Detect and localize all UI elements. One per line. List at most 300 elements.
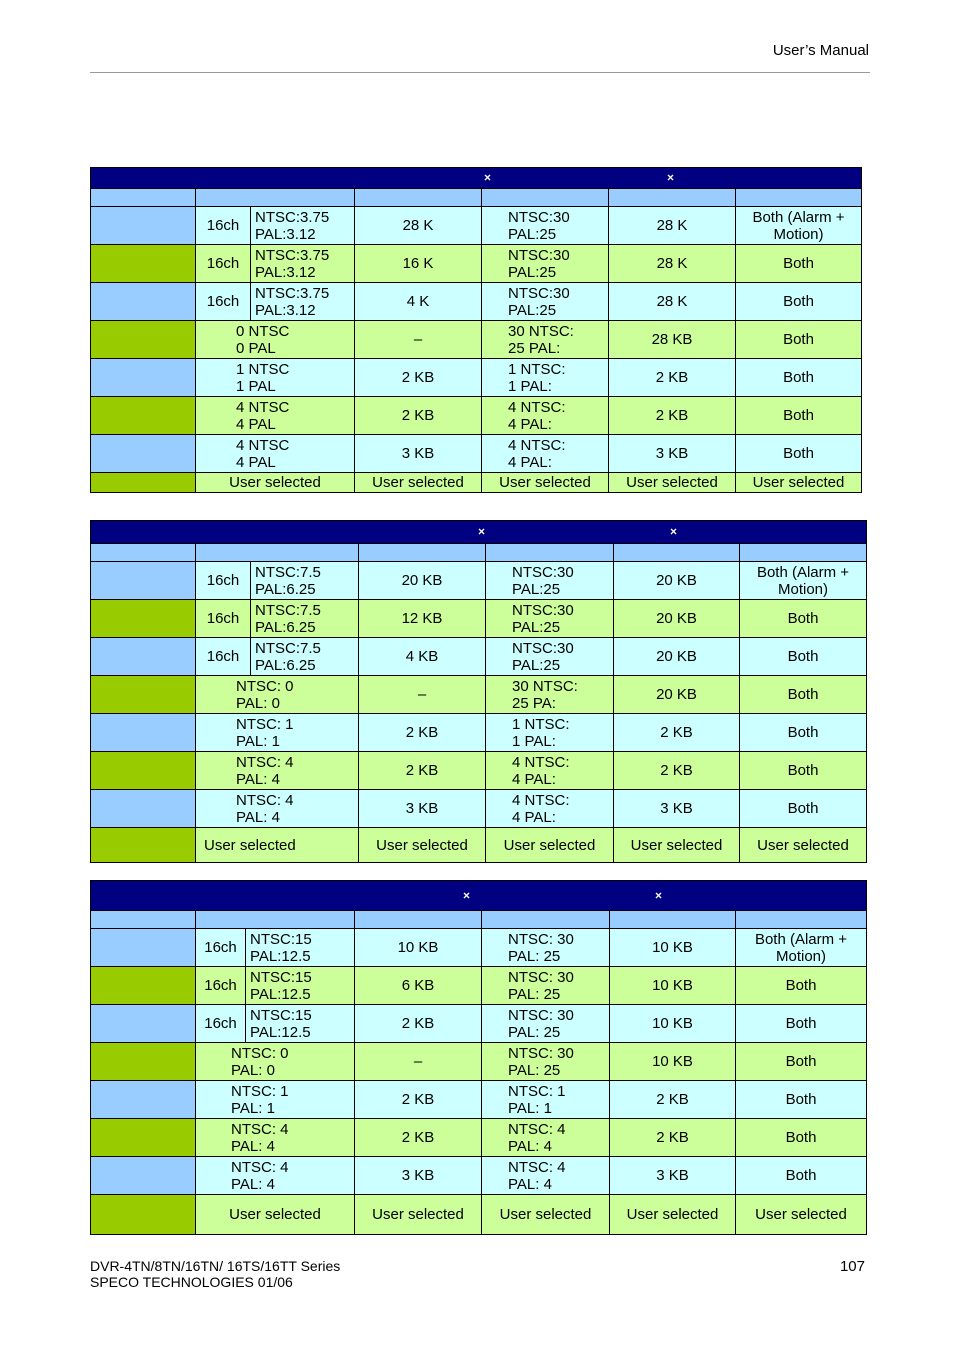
frame-rate-pal: PAL:12.5 [250, 1023, 311, 1041]
record-rate-cell [482, 207, 609, 245]
image-size-cell: 3 KB [359, 790, 486, 828]
table-row-user-selected [91, 828, 867, 863]
header-rule [90, 72, 870, 73]
table-row [91, 245, 862, 283]
row-label-cell [91, 1119, 196, 1157]
user-selected-cell: User selected [359, 828, 486, 863]
frame-rate-ntsc: NTSC:15 [250, 930, 312, 948]
image-size-cell: 4 KB [359, 638, 486, 676]
image-size-cell: 2 KB [355, 359, 482, 397]
frame-rate-cell [196, 1119, 355, 1157]
subheader-cell [355, 189, 482, 207]
user-selected-cell: User selected [740, 828, 867, 863]
record-mode-cell [736, 397, 862, 435]
record-mode-line1: Both [785, 1015, 817, 1032]
frame-rate-pal: PAL: 0 [231, 1061, 275, 1079]
record-mode-cell [740, 638, 867, 676]
table-row-user-selected [91, 1195, 867, 1235]
record-rate-ntsc: NTSC: 4 [508, 1158, 566, 1176]
times-mark: × [484, 170, 492, 185]
record-mode-line1: Both [783, 445, 814, 462]
record-rate-pal: 4 PAL: [508, 453, 552, 471]
frame-rate-pal: PAL:3.12 [255, 263, 316, 281]
frame-rate-pal: PAL:12.5 [250, 985, 311, 1003]
record-mode-cell [736, 359, 862, 397]
record-size-cell: 28 K [609, 245, 736, 283]
user-selected-cell: User selected [609, 473, 736, 493]
frame-rate-cell [196, 752, 359, 790]
row-label-cell [91, 828, 196, 863]
record-rate-ntsc: NTSC:30 [508, 284, 570, 302]
record-mode-line1: Both [783, 255, 814, 272]
table-row [91, 752, 867, 790]
record-size-cell: 2 KB [614, 714, 740, 752]
table-row [91, 359, 862, 397]
record-size-cell: 20 KB [614, 638, 740, 676]
record-mode-cell [736, 283, 862, 321]
image-size-cell: – [355, 1043, 482, 1081]
image-size-cell: 3 KB [355, 435, 482, 473]
record-rate-ntsc: NTSC: 4 [508, 1120, 566, 1138]
record-mode-cell [740, 752, 867, 790]
row-label-cell [91, 1005, 196, 1043]
frame-rate-pal: PAL: 4 [236, 808, 280, 826]
subheader-cell [196, 544, 359, 562]
frame-rate-ntsc: 4 NTSC [236, 398, 290, 416]
user-selected-cell: User selected [486, 828, 614, 863]
user-selected-cell: User selected [482, 1195, 610, 1235]
record-rate-ntsc: NTSC: 30 [508, 968, 574, 986]
frame-rate-pal: PAL: 1 [236, 732, 280, 750]
frame-rate-cell [251, 207, 355, 245]
row-label-cell [91, 473, 196, 493]
row-label-cell [91, 245, 196, 283]
frame-rate-cell [196, 435, 355, 473]
spec-table-2 [90, 520, 867, 863]
frame-rate-pal: PAL: 0 [236, 694, 280, 712]
frame-rate-cell [246, 967, 355, 1005]
record-mode-cell [740, 562, 867, 600]
frame-rate-cell [196, 1043, 355, 1081]
image-size-cell: – [355, 321, 482, 359]
frame-rate-pal: PAL:6.25 [255, 580, 316, 598]
user-selected-cell: User selected [736, 473, 862, 493]
frame-rate-pal: 4 PAL [236, 415, 276, 433]
record-rate-ntsc: NTSC: 30 [508, 1006, 574, 1024]
record-mode-cell [740, 600, 867, 638]
record-mode-line1: Both [787, 686, 819, 703]
record-size-cell: 2 KB [610, 1119, 736, 1157]
frame-rate-pal: PAL:3.12 [255, 225, 316, 243]
record-rate-pal: PAL: 4 [508, 1137, 552, 1155]
record-mode-cell [736, 321, 862, 359]
record-rate-pal: PAL:25 [508, 301, 557, 319]
subheader-cell [740, 544, 867, 562]
record-mode-line1: Both (Alarm + [754, 930, 848, 948]
frame-rate-ntsc: NTSC:7.5 [255, 563, 321, 581]
row-label-cell [91, 435, 196, 473]
subheader-cell [482, 911, 610, 929]
subheader-cell [609, 189, 736, 207]
record-mode-line1: Both [785, 1053, 817, 1070]
times-mark: × [667, 170, 675, 185]
record-rate-pal: PAL:25 [512, 618, 561, 636]
frame-rate-cell [196, 714, 359, 752]
record-mode-cell [736, 1157, 867, 1195]
record-rate-cell [482, 245, 609, 283]
frame-rate-ntsc: NTSC: 4 [231, 1158, 289, 1176]
record-rate-pal: 25 PA: [512, 694, 556, 712]
record-rate-cell [482, 435, 609, 473]
frame-rate-ntsc: NTSC: 4 [236, 753, 294, 771]
record-rate-cell [486, 790, 614, 828]
frame-rate-ntsc: NTSC:3.75 [255, 246, 330, 264]
record-mode-line1: Both (Alarm + [752, 208, 845, 226]
frame-rate-pal: 1 PAL [236, 377, 276, 395]
image-size-cell: – [359, 676, 486, 714]
frame-rate-pal: PAL:12.5 [250, 947, 311, 965]
record-size-cell: 20 KB [614, 676, 740, 714]
spec-table-3 [90, 880, 867, 1235]
record-rate-ntsc: NTSC:30 [512, 563, 574, 581]
record-mode-line1: Both (Alarm + [756, 563, 850, 581]
table-title-row [91, 521, 867, 544]
image-size-cell: 28 K [355, 207, 482, 245]
record-rate-pal: PAL: 1 [508, 1099, 552, 1117]
row-label-cell [91, 967, 196, 1005]
image-size-cell: 2 KB [355, 1081, 482, 1119]
record-mode-cell [740, 714, 867, 752]
record-mode-cell [736, 1119, 867, 1157]
record-rate-cell [486, 638, 614, 676]
record-size-cell: 28 K [609, 283, 736, 321]
frame-rate-cell [196, 676, 359, 714]
table-title-row [91, 881, 867, 911]
frame-rate-cell [196, 359, 355, 397]
record-mode-line2: Motion) [777, 580, 829, 598]
record-rate-cell [482, 1043, 610, 1081]
record-rate-cell [482, 1005, 610, 1043]
frame-rate-cell [251, 638, 359, 676]
user-selected-cell: User selected [614, 828, 740, 863]
record-size-cell: 10 KB [610, 967, 736, 1005]
row-label-cell [91, 600, 196, 638]
row-label-cell [91, 321, 196, 359]
record-rate-ntsc: NTSC: 30 [508, 1044, 574, 1062]
frame-rate-ntsc: NTSC: 4 [236, 791, 294, 809]
table-row [91, 600, 867, 638]
record-mode-cell [736, 435, 862, 473]
row-label-cell [91, 638, 196, 676]
frame-rate-cell [196, 397, 355, 435]
subheader-cell [359, 544, 486, 562]
record-mode-line1: Both [787, 610, 819, 627]
times-mark: × [463, 888, 471, 902]
table-row [91, 1119, 867, 1157]
record-mode-line1: Both [787, 648, 819, 665]
page-number: 107 [839, 1258, 865, 1275]
times-mark: × [655, 888, 663, 902]
record-rate-cell [486, 600, 614, 638]
record-rate-cell [482, 283, 609, 321]
record-rate-ntsc: 4 NTSC: [508, 436, 566, 454]
frame-rate-pal: PAL: 4 [236, 770, 280, 788]
record-mode-cell [736, 1043, 867, 1081]
record-rate-pal: 1 PAL: [512, 732, 556, 750]
record-rate-cell [482, 929, 610, 967]
record-mode-line1: Both [785, 1091, 817, 1108]
frame-rate-ntsc: NTSC:7.5 [255, 639, 321, 657]
table-subheader-row [91, 544, 867, 562]
frame-rate-ntsc: NTSC: 4 [231, 1120, 289, 1138]
user-selected-cell: User selected [196, 473, 355, 493]
row-label-cell [91, 929, 196, 967]
record-rate-cell [486, 752, 614, 790]
frame-rate-pal: PAL:3.12 [255, 301, 316, 319]
record-rate-ntsc: 1 NTSC: [512, 715, 570, 733]
table-row [91, 321, 862, 359]
row-label-cell [91, 1195, 196, 1235]
record-rate-ntsc: NTSC: 1 [508, 1082, 566, 1100]
record-mode-line1: Both [787, 724, 819, 741]
record-rate-cell [482, 321, 609, 359]
row-label-cell [91, 1081, 196, 1119]
record-rate-ntsc: 30 NTSC: [508, 322, 574, 340]
record-size-cell: 28 K [609, 207, 736, 245]
record-rate-pal: 4 PAL: [512, 770, 556, 788]
record-rate-ntsc: 30 NTSC: [512, 677, 578, 695]
table-row [91, 638, 867, 676]
user-selected-cell: User selected [736, 1195, 867, 1235]
table-subheader-row [91, 911, 867, 929]
frame-rate-cell [251, 283, 355, 321]
record-mode-line1: Both [783, 407, 814, 424]
frame-rate-ntsc: NTSC: 0 [236, 677, 294, 695]
table-row [91, 967, 867, 1005]
record-rate-cell [482, 1157, 610, 1195]
channel-cell: 16ch [196, 283, 251, 321]
subheader-cell [91, 189, 196, 207]
channel-cell: 16ch [196, 207, 251, 245]
frame-rate-ntsc: NTSC: 0 [231, 1044, 289, 1062]
spec-table-1 [90, 167, 862, 493]
record-mode-line1: Both [783, 331, 814, 348]
image-size-cell: 10 KB [355, 929, 482, 967]
frame-rate-cell [196, 1157, 355, 1195]
frame-rate-cell [246, 929, 355, 967]
row-label-cell [91, 676, 196, 714]
record-rate-pal: PAL: 25 [508, 947, 561, 965]
table-row [91, 1157, 867, 1195]
record-size-cell: 10 KB [610, 929, 736, 967]
table-row [91, 283, 862, 321]
subheader-cell [355, 911, 482, 929]
frame-rate-pal: 4 PAL [236, 453, 276, 471]
row-label-cell [91, 207, 196, 245]
frame-rate-pal: 0 PAL [236, 339, 276, 357]
record-size-cell: 2 KB [614, 752, 740, 790]
record-mode-cell [736, 1081, 867, 1119]
record-rate-cell [482, 359, 609, 397]
record-rate-cell [482, 397, 609, 435]
record-rate-pal: 1 PAL: [508, 377, 552, 395]
record-size-cell: 10 KB [610, 1043, 736, 1081]
record-mode-cell [736, 207, 862, 245]
header-title: User’s Manual [772, 42, 869, 59]
table-title-cell [91, 881, 867, 911]
row-label-cell [91, 397, 196, 435]
subheader-cell [486, 544, 614, 562]
table-row [91, 929, 867, 967]
channel-cell: 16ch [196, 245, 251, 283]
record-rate-pal: PAL: 25 [508, 1023, 561, 1041]
row-label-cell [91, 752, 196, 790]
record-rate-pal: PAL:25 [508, 263, 557, 281]
record-rate-pal: PAL: 4 [508, 1175, 552, 1193]
record-rate-ntsc: NTSC: 30 [508, 930, 574, 948]
record-rate-ntsc: 4 NTSC: [512, 753, 570, 771]
image-size-cell: 3 KB [355, 1157, 482, 1195]
record-rate-ntsc: NTSC:30 [512, 639, 574, 657]
row-label-cell [91, 562, 196, 600]
record-mode-line1: Both [785, 1129, 817, 1146]
table-title-cell [91, 521, 867, 544]
table-row [91, 1081, 867, 1119]
footer-company: SPECO TECHNOLOGIES 01/06 [90, 1274, 293, 1290]
record-mode-cell [740, 676, 867, 714]
image-size-cell: 2 KB [355, 1005, 482, 1043]
frame-rate-cell [251, 600, 359, 638]
frame-rate-ntsc: NTSC:7.5 [255, 601, 321, 619]
record-size-cell: 3 KB [614, 790, 740, 828]
subheader-cell [610, 911, 736, 929]
table-row [91, 1043, 867, 1081]
user-selected-cell: User selected [196, 1195, 355, 1235]
record-rate-pal: 4 PAL: [512, 808, 556, 826]
frame-rate-pal: PAL:6.25 [255, 656, 316, 674]
record-rate-cell [486, 714, 614, 752]
frame-rate-ntsc: NTSC:3.75 [255, 208, 330, 226]
table-title-row [91, 168, 862, 189]
user-selected-cell: User selected [482, 473, 609, 493]
table-row [91, 1005, 867, 1043]
channel-cell: 16ch [196, 600, 251, 638]
image-size-cell: 12 KB [359, 600, 486, 638]
record-rate-pal: 4 PAL: [508, 415, 552, 433]
record-size-cell: 28 KB [609, 321, 736, 359]
frame-rate-pal: PAL:6.25 [255, 618, 316, 636]
record-mode-cell [736, 1005, 867, 1043]
table-row-user-selected [91, 473, 862, 493]
times-mark: × [478, 524, 486, 539]
channel-cell: 16ch [196, 929, 246, 967]
frame-rate-cell [246, 1005, 355, 1043]
subheader-cell [91, 911, 196, 929]
row-label-cell [91, 790, 196, 828]
record-mode-cell [740, 790, 867, 828]
record-rate-cell [486, 676, 614, 714]
record-rate-ntsc: 1 NTSC: [508, 360, 566, 378]
record-rate-cell [482, 1119, 610, 1157]
frame-rate-ntsc: 1 NTSC [236, 360, 290, 378]
frame-rate-ntsc: 0 NTSC [236, 322, 290, 340]
image-size-cell: 2 KB [359, 714, 486, 752]
frame-rate-ntsc: NTSC:15 [250, 1006, 312, 1024]
times-mark: × [670, 524, 678, 539]
record-mode-line2: Motion) [775, 947, 827, 965]
frame-rate-cell [251, 245, 355, 283]
record-rate-pal: PAL: 25 [508, 985, 561, 1003]
frame-rate-ntsc: 4 NTSC [236, 436, 290, 454]
subheader-cell [736, 911, 867, 929]
record-mode-line2: Motion) [773, 225, 824, 243]
image-size-cell: 20 KB [359, 562, 486, 600]
user-selected-cell: User selected [355, 1195, 482, 1235]
user-selected-cell: User selected [196, 828, 359, 863]
record-rate-pal: 25 PAL: [508, 339, 561, 357]
frame-rate-cell [196, 321, 355, 359]
record-mode-line1: Both [783, 369, 814, 386]
record-mode-line1: Both [783, 293, 814, 310]
frame-rate-cell [251, 562, 359, 600]
record-mode-cell [736, 245, 862, 283]
user-selected-cell: User selected [610, 1195, 736, 1235]
record-rate-cell [482, 1081, 610, 1119]
row-label-cell [91, 359, 196, 397]
record-size-cell: 2 KB [609, 359, 736, 397]
table-row [91, 397, 862, 435]
subheader-cell [196, 189, 355, 207]
table-subheader-row [91, 189, 862, 207]
image-size-cell: 2 KB [355, 397, 482, 435]
record-mode-cell [736, 967, 867, 1005]
subheader-cell [614, 544, 740, 562]
footer-model: DVR-4TN/8TN/16TN/ 16TS/16TT Series [90, 1258, 341, 1274]
record-rate-ntsc: NTSC:30 [508, 246, 570, 264]
record-rate-pal: PAL:25 [512, 580, 561, 598]
record-rate-pal: PAL:25 [512, 656, 561, 674]
record-mode-line1: Both [785, 1167, 817, 1184]
record-size-cell: 20 KB [614, 600, 740, 638]
frame-rate-pal: PAL: 1 [231, 1099, 275, 1117]
record-rate-ntsc: NTSC:30 [508, 208, 570, 226]
table-row [91, 676, 867, 714]
image-size-cell: 2 KB [359, 752, 486, 790]
user-selected-cell: User selected [355, 473, 482, 493]
image-size-cell: 6 KB [355, 967, 482, 1005]
frame-rate-ntsc: NTSC: 1 [231, 1082, 289, 1100]
frame-rate-pal: PAL: 4 [231, 1175, 275, 1193]
record-size-cell: 3 KB [610, 1157, 736, 1195]
channel-cell: 16ch [196, 638, 251, 676]
image-size-cell: 2 KB [355, 1119, 482, 1157]
frame-rate-ntsc: NTSC:3.75 [255, 284, 330, 302]
table-row [91, 435, 862, 473]
record-rate-pal: PAL:25 [508, 225, 557, 243]
record-mode-cell [736, 929, 867, 967]
image-size-cell: 4 K [355, 283, 482, 321]
record-mode-line1: Both [785, 977, 817, 994]
subheader-cell [736, 189, 862, 207]
record-size-cell: 10 KB [610, 1005, 736, 1043]
table-row [91, 562, 867, 600]
table-row [91, 790, 867, 828]
record-size-cell: 2 KB [610, 1081, 736, 1119]
row-label-cell [91, 1043, 196, 1081]
subheader-cell [196, 911, 355, 929]
frame-rate-pal: PAL: 4 [231, 1137, 275, 1155]
subheader-cell [482, 189, 609, 207]
